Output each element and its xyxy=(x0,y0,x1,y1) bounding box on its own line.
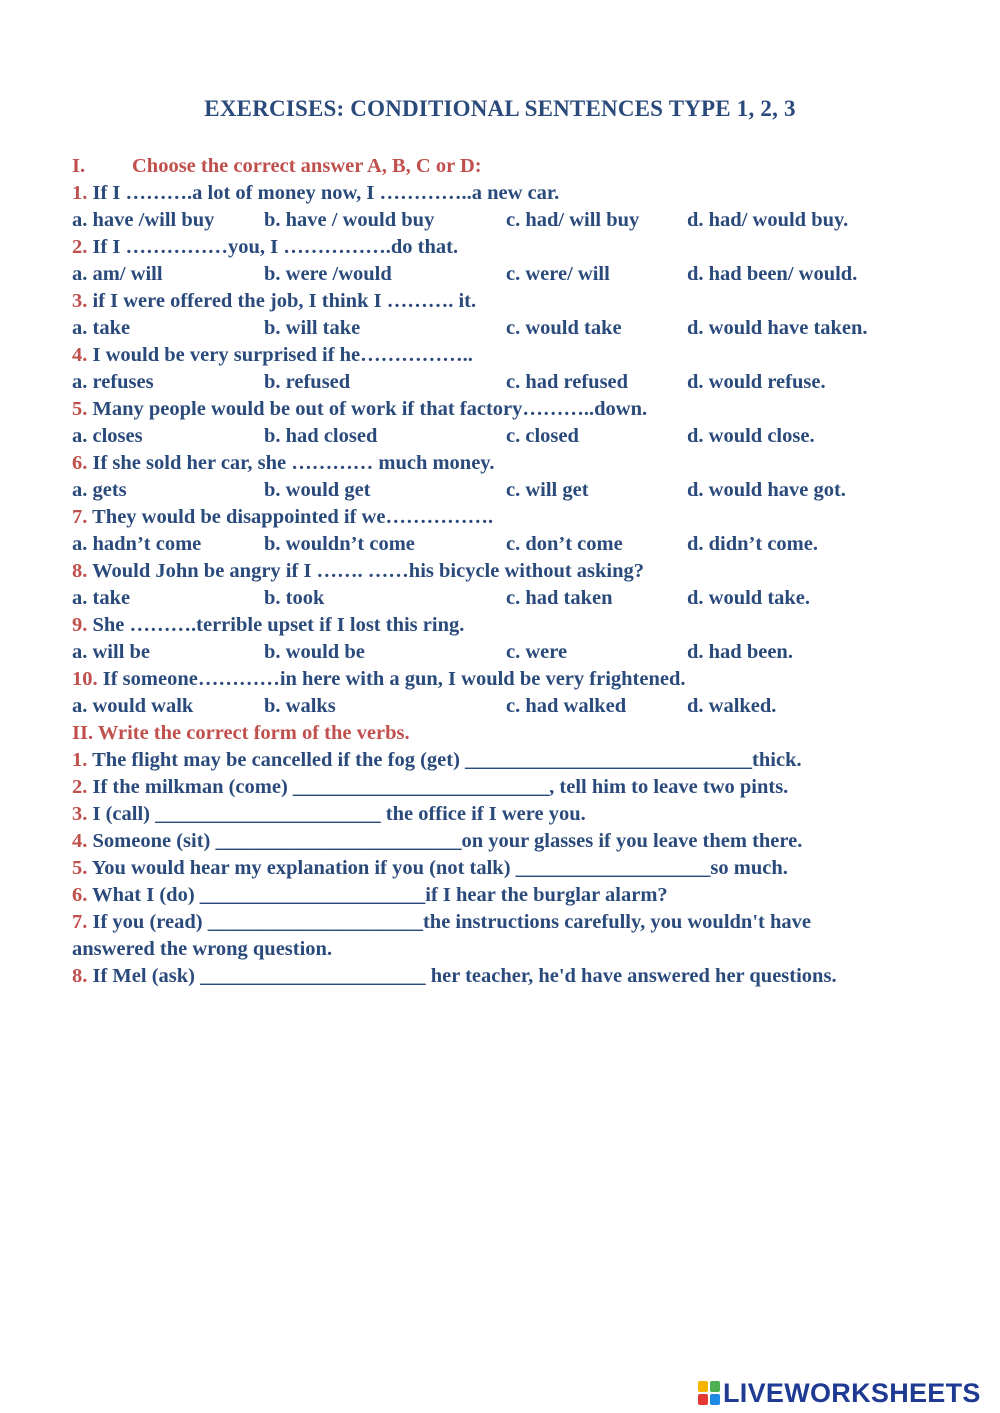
question-text: They would be disappointed if we……………. xyxy=(87,506,494,528)
verb-item-line xyxy=(72,911,811,934)
question-number: 6. xyxy=(72,452,88,474)
option-b[interactable]: b. would get xyxy=(264,479,371,501)
options-row-1 xyxy=(72,209,932,235)
options-row-6 xyxy=(72,479,932,505)
verb-item-number: 8. xyxy=(72,965,88,987)
verb-item-line xyxy=(72,776,788,799)
option-a[interactable]: a. refuses xyxy=(72,371,154,393)
option-a[interactable]: a. closes xyxy=(72,425,143,447)
section-1-numeral: I. xyxy=(72,155,86,177)
options-row-3 xyxy=(72,317,932,343)
question-5 xyxy=(72,398,647,421)
verb-item-text: Someone (sit) ________________________on your glasses if you leave them there. xyxy=(87,830,803,852)
verb-item-text: I (call) ______________________ the office if I were you. xyxy=(87,803,586,825)
question-number: 1. xyxy=(72,182,88,204)
verb-item-text: You would hear my explanation if you (not talk) ___________________so much. xyxy=(87,857,788,879)
section-1-heading xyxy=(72,155,482,178)
option-c[interactable]: c. will get xyxy=(506,479,589,501)
option-c[interactable]: c. don’t come xyxy=(506,533,623,555)
option-a[interactable]: a. am/ will xyxy=(72,263,163,285)
verb-item-text: If Mel (ask) ______________________ her teacher, he'd have answered her questions. xyxy=(87,965,837,987)
verb-item-text: If you (read) _____________________the instructions carefully, you wouldn't have xyxy=(87,911,811,933)
question-1 xyxy=(72,182,559,205)
question-number: 3. xyxy=(72,290,88,312)
question-text: If someone…………in here with a gun, I would be very frightened. xyxy=(97,668,686,690)
options-row-5 xyxy=(72,425,932,451)
question-text: If I ……………you, I …………….do that. xyxy=(87,236,459,258)
options-row-10 xyxy=(72,695,932,721)
verb-item-number: 7. xyxy=(72,911,88,933)
option-d[interactable]: d. had been. xyxy=(687,641,793,663)
option-c[interactable]: c. closed xyxy=(506,425,579,447)
verb-item-line xyxy=(72,830,802,853)
option-b[interactable]: b. will take xyxy=(264,317,361,339)
verb-item-line xyxy=(72,749,802,772)
verb-item-line xyxy=(72,884,668,907)
verb-item-number: 2. xyxy=(72,776,88,798)
option-a[interactable]: a. will be xyxy=(72,641,151,663)
option-d[interactable]: d. would take. xyxy=(687,587,811,609)
option-b[interactable]: b. walks xyxy=(264,695,336,717)
options-row-2 xyxy=(72,263,932,289)
option-a[interactable]: a. take xyxy=(72,587,131,609)
verb-item-number: 6. xyxy=(72,884,88,906)
option-c[interactable]: c. were/ will xyxy=(506,263,610,285)
option-c[interactable]: c. had walked xyxy=(506,695,627,717)
logo-square xyxy=(710,1381,720,1392)
option-a[interactable]: a. gets xyxy=(72,479,127,501)
verb-item-text: If the milkman (come) _________________________, tell him to leave two pints. xyxy=(87,776,789,798)
options-row-8 xyxy=(72,587,932,613)
verb-item-number: 5. xyxy=(72,857,88,879)
logo-square xyxy=(698,1381,708,1392)
option-d[interactable]: d. would close. xyxy=(687,425,815,447)
option-a[interactable]: a. would walk xyxy=(72,695,194,717)
option-d[interactable]: d. had/ would buy. xyxy=(687,209,849,231)
option-c[interactable]: c. had/ will buy xyxy=(506,209,640,231)
liveworksheets-logo xyxy=(698,1378,981,1408)
option-a[interactable]: a. take xyxy=(72,317,131,339)
question-text: I would be very surprised if he…………….. xyxy=(87,344,473,366)
question-6 xyxy=(72,452,495,475)
question-number: 7. xyxy=(72,506,88,528)
option-c[interactable]: c. had taken xyxy=(506,587,613,609)
options-row-9 xyxy=(72,641,932,667)
section-2-heading: II. Write the correct form of the verbs. xyxy=(72,722,410,744)
question-number: 5. xyxy=(72,398,88,420)
question-3 xyxy=(72,290,476,313)
option-a[interactable]: a. hadn’t come xyxy=(72,533,202,555)
question-2 xyxy=(72,236,458,259)
verb-item-text: What I (do) ______________________if I hear the burglar alarm? xyxy=(87,884,668,906)
verb-item-text: The flight may be cancelled if the fog (get) ____________________________thick. xyxy=(87,749,802,771)
option-d[interactable]: d. would have taken. xyxy=(687,317,868,339)
logo-text: LIVEWORKSHEETS xyxy=(723,1377,981,1408)
verb-item-line xyxy=(72,938,332,961)
option-d[interactable]: d. would refuse. xyxy=(687,371,826,393)
option-b[interactable]: b. refused xyxy=(264,371,351,393)
verb-item-line xyxy=(72,803,586,826)
option-b[interactable]: b. had closed xyxy=(264,425,378,447)
question-4 xyxy=(72,344,473,367)
option-b[interactable]: b. wouldn’t come xyxy=(264,533,415,555)
options-row-7 xyxy=(72,533,932,559)
question-number: 4. xyxy=(72,344,88,366)
option-b[interactable]: b. have / would buy xyxy=(264,209,435,231)
verb-item-text: answered the wrong question. xyxy=(72,938,333,960)
option-b[interactable]: b. were /would xyxy=(264,263,392,285)
question-text: Many people would be out of work if that factory………..down. xyxy=(87,398,648,420)
verb-item-line xyxy=(72,965,837,988)
question-9 xyxy=(72,614,464,637)
verb-item-line xyxy=(72,857,788,880)
option-d[interactable]: d. would have got. xyxy=(687,479,846,501)
question-text: If I ……….a lot of money now, I …………..a new car. xyxy=(87,182,560,204)
question-number: 8. xyxy=(72,560,88,582)
option-d[interactable]: d. didn’t come. xyxy=(687,533,818,555)
options-row-4 xyxy=(72,371,932,397)
option-d[interactable]: d. had been/ would. xyxy=(687,263,858,285)
option-b[interactable]: b. would be xyxy=(264,641,365,663)
logo-square xyxy=(710,1394,720,1405)
option-c[interactable]: c. would take xyxy=(506,317,622,339)
option-b[interactable]: b. took xyxy=(264,587,325,609)
option-c[interactable]: c. were xyxy=(506,641,568,663)
question-text: If she sold her car, she ………… much money. xyxy=(87,452,495,474)
option-c[interactable]: c. had refused xyxy=(506,371,629,393)
question-10 xyxy=(72,668,686,691)
question-text: Would John be angry if I ……. ……his bicycle without asking? xyxy=(87,560,645,582)
question-8 xyxy=(72,560,644,583)
verb-item-number: 4. xyxy=(72,830,88,852)
question-text: She ……….terrible upset if I lost this ring. xyxy=(87,614,465,636)
liveworksheets-logo-icon xyxy=(698,1381,720,1405)
question-text: if I were offered the job, I think I ………. it. xyxy=(87,290,477,312)
option-d[interactable]: d. walked. xyxy=(687,695,777,717)
verb-item-number: 3. xyxy=(72,803,88,825)
page-title: EXERCISES: CONDITIONAL SENTENCES TYPE 1, 2, 3 xyxy=(204,96,796,121)
option-a[interactable]: a. have /will buy xyxy=(72,209,215,231)
question-number: 2. xyxy=(72,236,88,258)
verb-item-number: 1. xyxy=(72,749,88,771)
section-1-title: Choose the correct answer A, B, C or D: xyxy=(132,155,482,177)
logo-square xyxy=(698,1394,708,1405)
question-7 xyxy=(72,506,493,529)
question-number: 9. xyxy=(72,614,88,636)
question-number: 10. xyxy=(72,668,98,690)
